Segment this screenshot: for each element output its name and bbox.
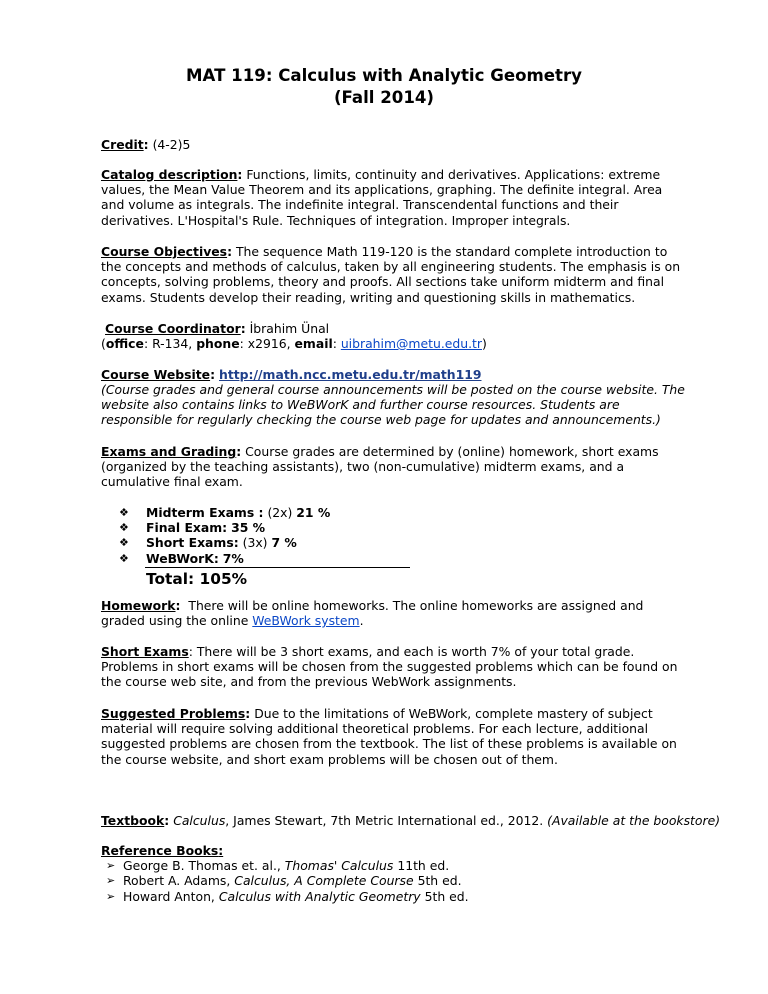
suggested-text: Due to the limitations of WeBWork, complete mastery of subject material will require solving additional theoretical problems. For each lecture, additional suggested problems are chosen from the textbook. The list of these problems is available on the course website, and short exam problems will be chosen out of them. [101, 706, 677, 767]
grading-item-midterm [101, 505, 686, 520]
grading-list [101, 505, 686, 566]
reference-author: Howard Anton, [123, 888, 215, 904]
exams-label: Exams and Grading [101, 444, 237, 459]
credit-section: Credit: (4-2)5 [101, 137, 191, 152]
website-section: Course Website: http://math.ncc.metu.edu.tr/math119 [101, 367, 482, 382]
grading-item-name: WeBWorK: [146, 550, 219, 566]
reference-title: Calculus with Analytic Geometry [218, 888, 421, 904]
website-label: Course Website [101, 367, 211, 382]
credit-label: Credit [101, 137, 144, 152]
homework-text: There will be online homeworks. The online homeworks are assigned and graded using the online [101, 598, 644, 629]
website-note: (Course grades and general course announcements will be posted on the course website. The website also contains links to WeBWorK and further course resources. Students are responsible for regularly checking the course web page for updates and announcements.) [101, 382, 685, 428]
homework-label: Homework [101, 598, 176, 613]
website-note-text: Course grades and general course announcements will be posted on the course website. The website also contains links to WeBWorK and further course resources. Students are responsible for regularly checking the course web page for updates and announcements. [101, 382, 685, 428]
reference-item [101, 858, 686, 873]
homework-end: . [359, 613, 364, 629]
coordinator-contact: (office: R-134, phone: x2916, email: uibrahim@metu.edu.tr) [101, 336, 487, 351]
diamond-bullet-icon: ❖ [119, 551, 129, 565]
arrow-bullet-icon: ➢ [106, 889, 116, 903]
reference-edition: 5th ed. [417, 873, 462, 889]
references-list [101, 858, 686, 904]
phone-label: phone [196, 336, 240, 351]
suggested-label: Suggested Problems [101, 706, 246, 721]
reference-edition: 5th ed. [424, 888, 469, 904]
grading-item-weight: 7% [222, 550, 244, 566]
webwork-link[interactable]: WeBWork system [252, 613, 360, 629]
homework-section: Homework: There will be online homeworks. The online homeworks are assigned and graded using the online WeBWork system. [101, 598, 644, 629]
reference-author: George B. Thomas et. al., [123, 858, 281, 874]
catalog-label: Catalog description [101, 167, 238, 182]
short-exams-label: Short Exams [101, 644, 189, 659]
grading-item-weight: 21 % [296, 505, 331, 520]
grading-item-count: (3x) [242, 535, 268, 551]
page-subtitle: (Fall 2014) [333, 88, 435, 107]
grading-item-count: (2x) [267, 505, 293, 520]
total-divider [145, 567, 410, 568]
textbook-title: Calculus [173, 813, 226, 828]
grading-item-weight: 7 % [271, 535, 297, 551]
objectives-text: The sequence Math 119-120 is the standard complete introduction to the concepts and methods of calculus, taken by all engineering students. The emphasis is on concepts, solving problems, theory and proofs. All sections take uniform midterm and final exams. Students develop their reading, writing and questioning skills in mathematics. [101, 244, 681, 305]
catalog-section: Catalog description: Functions, limits, continuity and derivatives. Applications: extreme values, the Mean Value Theorem and its applications, graphing. The definite integral. Area and volume as integrals. The indefinite integral. Transcendental functions and their derivatives. L'Hospital's Rule. Techniques of integration. Improper integrals. [101, 167, 663, 228]
grading-item-webwork [101, 551, 686, 566]
diamond-bullet-icon: ❖ [119, 506, 129, 519]
diamond-bullet-icon: ❖ [119, 536, 129, 550]
grading-item-short [101, 535, 686, 550]
reference-item [101, 873, 686, 888]
reference-edition: 11th ed. [397, 858, 450, 874]
grading-list-wrap [101, 505, 686, 566]
coordinator-name: İbrahim Ünal [249, 321, 330, 336]
credit-value: (4-2)5 [152, 137, 191, 152]
textbook-section: Textbook: Calculus, James Stewart, 7th Metric International ed., 2012. (Available at the bookstore) [101, 813, 721, 828]
grading-item-name: Midterm Exams : [146, 505, 264, 520]
short-exams-text: There will be 3 short exams, and each is worth 7% of your total grade. Problems in short exams will be chosen from the suggested problems which can be found on the course web site, and from the previous WebWork assignments. [101, 644, 678, 690]
objectives-section: Course Objectives: The sequence Math 119-120 is the standard complete introduction to the concepts and methods of calculus, taken by all engineering students. The emphasis is on concepts, solving problems, theory and proofs. All sections take uniform midterm and final exams. Students develop their reading, writing and questioning skills in mathematics. [101, 244, 681, 305]
exams-section: Exams and Grading: Course grades are determined by (online) homework, short exams (organized by the teaching assistants), two (non-cumulative) midterm exams, and a cumulative final exam. [101, 444, 659, 490]
office-label: office [105, 336, 144, 351]
page-title: MAT 119: Calculus with Analytic Geometry [186, 66, 582, 85]
textbook-details: , James Stewart, 7th Metric International ed., 2012. [225, 813, 544, 828]
textbook-note: (Available at the bookstore) [547, 813, 721, 828]
grading-item-weight: 35 % [231, 520, 266, 536]
suggested-section: Suggested Problems: Due to the limitations of WeBWork, complete mastery of subject material will require solving additional theoretical problems. For each lecture, additional suggested problems are chosen from the textbook. The list of these problems is available on the course website, and short exam problems will be chosen out of them. [101, 706, 677, 767]
arrow-bullet-icon: ➢ [106, 874, 116, 888]
phone-value: x2916 [247, 336, 287, 351]
reference-item [101, 889, 686, 904]
grading-total: Total: 105% [146, 570, 248, 588]
reference-title: Calculus, A Complete Course [234, 873, 414, 889]
textbook-label: Textbook [101, 813, 165, 828]
coordinator-section: Course Coordinator: İbrahim Ünal [105, 321, 330, 336]
website-link[interactable]: http://math.ncc.metu.edu.tr/math119 [219, 367, 482, 382]
diamond-bullet-icon: ❖ [119, 521, 129, 535]
email-label: email [294, 336, 333, 351]
catalog-text: Functions, limits, continuity and derivatives. Applications: extreme values, the Mean Value Theorem and its applications, graphing. The definite integral. Area and volume as integrals. The indefinite integral. Transcendental functions and their derivatives. L'Hospital's Rule. Techniques of integration. Improper integrals. [101, 167, 663, 228]
grading-item-final [101, 520, 686, 535]
email-link[interactable]: uibrahim@metu.edu.tr [340, 336, 482, 351]
reference-title: Thomas' Calculus [284, 858, 394, 874]
references-section: Reference Books: ➢ George B. Thomas et. al., Thomas' Calculus 11th ed. ➢ Robert A. Adams, Calculus, A Complete Course 5th ed. ➢ Howard Anton, Calculus with Analytic Geometry 5th ed. [101, 843, 686, 904]
grading-item-name: Short Exams: [146, 535, 239, 551]
objectives-label: Course Objectives [101, 244, 228, 259]
exams-text: Course grades are determined by (online) homework, short exams (organized by the teaching assistants), two (non-cumulative) midterm exams, and a cumulative final exam. [101, 444, 659, 490]
short-exams-section: Short Exams: There will be 3 short exams, and each is worth 7% of your total grade. Problems in short exams will be chosen from the suggested problems which can be found on the course web site, and from the previous WebWork assignments. [101, 644, 678, 690]
coordinator-label: Course Coordinator [105, 321, 241, 336]
arrow-bullet-icon: ➢ [106, 859, 116, 873]
grading-item-name: Final Exam: [146, 520, 228, 536]
reference-author: Robert A. Adams, [123, 873, 231, 889]
references-label: Reference Books [101, 843, 219, 858]
office-value: R-134 [152, 336, 189, 351]
